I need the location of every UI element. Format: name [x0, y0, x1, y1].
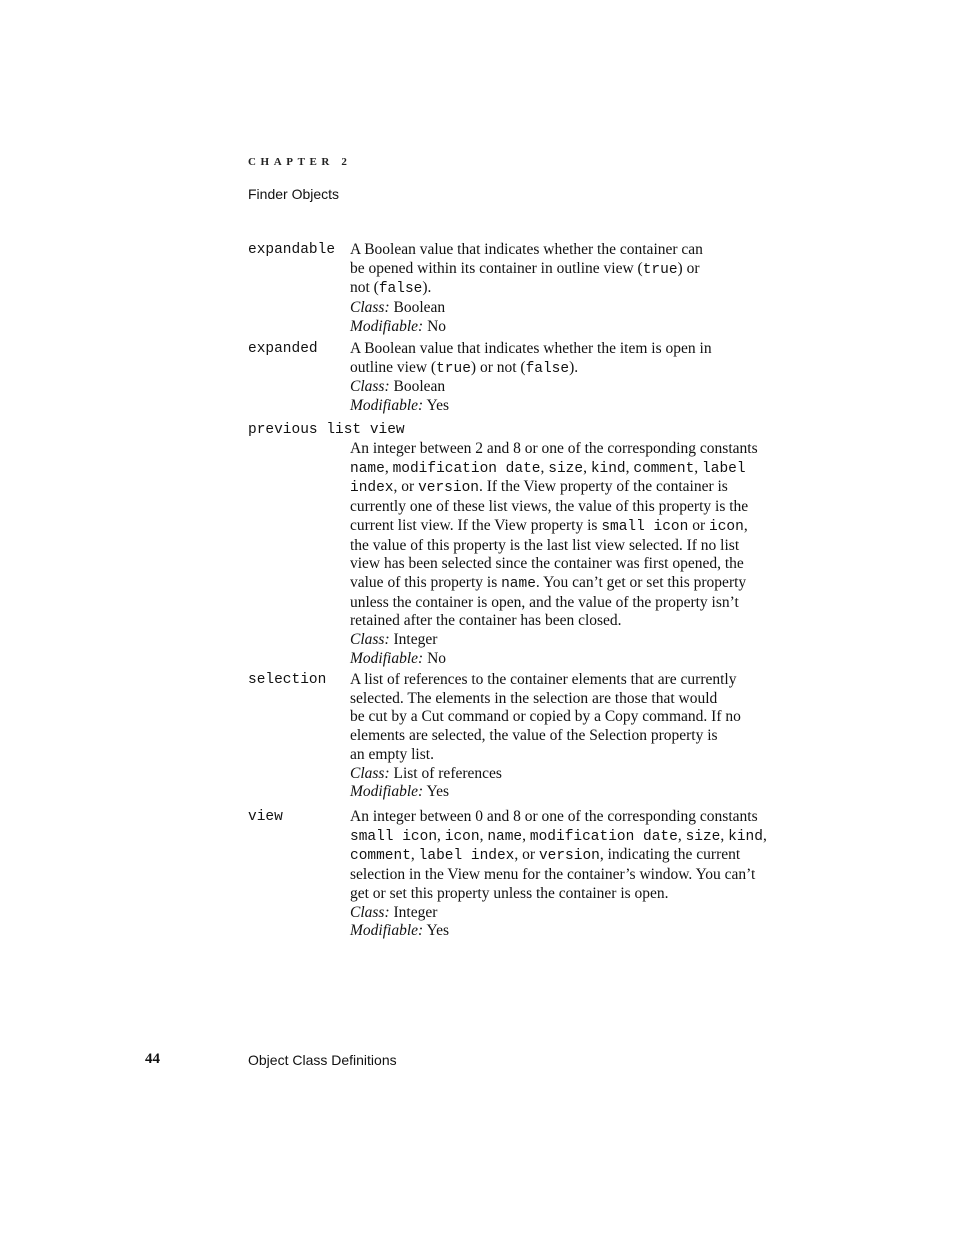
class-line-label: Class:: [350, 631, 390, 649]
description-line: index, or version. If the View property of the container is: [350, 478, 728, 497]
property-name: previous list view: [248, 422, 405, 438]
description-line: unless the container is open, and the value of the property isn’t: [350, 593, 739, 611]
property-description: [350, 340, 810, 416]
constant-code: modification date: [392, 460, 541, 477]
section-title: Finder Objects: [248, 186, 340, 202]
constant-code: true: [642, 261, 678, 278]
class-line: Class: Boolean: [350, 378, 446, 396]
class-line-label: Class:: [350, 764, 390, 782]
description-line: elements are selected, the value of the Selection property is: [350, 727, 718, 745]
description-line: An integer between 0 and 8 or one of the corresponding constants: [350, 808, 758, 825]
constant-code: false: [525, 360, 570, 377]
property-description: [350, 808, 810, 941]
modifiable-line: Modifiable: No: [350, 317, 447, 335]
description-line: outline view (true) or not (false).: [350, 358, 579, 377]
description-line: not (false).: [350, 279, 432, 298]
page-number: 44: [145, 1051, 160, 1067]
class-line: Class: Boolean: [350, 299, 446, 317]
class-line: Class: List of references: [350, 764, 502, 782]
property-description: [350, 241, 810, 337]
description-line: A Boolean value that indicates whether the item is open in: [350, 340, 712, 357]
constant-code: small icon: [350, 828, 438, 845]
constant-code: modification date: [529, 828, 678, 845]
constant-code: comment: [633, 460, 695, 477]
description-line: A Boolean value that indicates whether the container can: [350, 241, 703, 258]
constant-code: size: [685, 828, 721, 845]
description-line: the value of this property is the last list view selected. If no list: [350, 536, 740, 554]
constant-code: name: [487, 828, 523, 845]
property-description: [350, 671, 810, 802]
constant-code: label index: [418, 848, 515, 865]
property-name: expandable: [248, 242, 336, 258]
description-line: selection in the View menu for the container’s window. You can’t: [350, 866, 756, 884]
description-line: retained after the container has been closed.: [350, 612, 622, 630]
modifiable-line-label: Modifiable:: [350, 397, 424, 415]
constant-code: comment: [350, 848, 411, 865]
class-line-label: Class:: [350, 378, 390, 396]
constant-code: icon: [709, 518, 744, 535]
constant-code: name: [350, 460, 385, 477]
chapter-label: CHAPTER 2: [248, 156, 352, 168]
description-line: an empty list.: [350, 745, 434, 763]
footer-title: Object Class Definitions: [248, 1052, 397, 1068]
modifiable-line: Modifiable: Yes: [350, 397, 450, 415]
constant-code: icon: [444, 828, 480, 845]
description-line: get or set this property unless the container is open.: [350, 884, 669, 902]
description-line: view has been selected since the container was first opened, the: [350, 555, 744, 573]
description-line: current list view. If the View property is small icon or icon,: [350, 516, 748, 535]
modifiable-line: Modifiable: Yes: [350, 922, 450, 940]
description-line: An integer between 2 and 8 or one of the corresponding constants: [350, 440, 758, 457]
description-line: currently one of these list views, the value of this property is the: [350, 498, 749, 516]
class-line-label: Class:: [350, 299, 390, 317]
modifiable-line-label: Modifiable:: [350, 649, 424, 667]
constant-code: true: [436, 360, 471, 377]
description-line: comment, label index, or version, indicating the current: [350, 846, 741, 865]
modifiable-line: Modifiable: Yes: [350, 783, 450, 801]
description-line: be cut by a Cut command or copied by a Copy command. If no: [350, 708, 741, 726]
description-line: be opened within its container in outline view (true) or: [350, 259, 700, 278]
description-line: small icon, icon, name, modification date, size, kind,: [350, 826, 767, 845]
class-line-label: Class:: [350, 903, 390, 921]
constant-code: label: [702, 460, 746, 477]
property-description: [350, 440, 810, 668]
modifiable-line-label: Modifiable:: [350, 783, 424, 801]
class-line: Class: Integer: [350, 903, 438, 921]
constant-code: version: [418, 480, 479, 497]
modifiable-line-label: Modifiable:: [350, 317, 424, 335]
property-name: view: [248, 809, 283, 825]
description-line: selected. The elements in the selection are those that would: [350, 689, 718, 707]
constant-code: false: [378, 281, 423, 298]
description-line: A list of references to the container elements that are currently: [350, 671, 737, 688]
constant-code: index: [350, 480, 394, 497]
constant-code: size: [548, 460, 584, 477]
constant-code: name: [501, 575, 536, 592]
constant-code: kind: [728, 828, 763, 845]
description-line: name, modification date, size, kind, comment, label: [350, 458, 746, 477]
constant-code: kind: [590, 460, 626, 477]
constant-code: version: [538, 848, 600, 865]
class-line: Class: Integer: [350, 631, 438, 649]
constant-code: small icon: [601, 518, 689, 535]
property-name: expanded: [248, 341, 318, 357]
description-line: value of this property is name. You can’t get or set this property: [350, 573, 747, 592]
modifiable-line-label: Modifiable:: [350, 922, 424, 940]
property-name: selection: [248, 672, 327, 688]
modifiable-line: Modifiable: No: [350, 649, 447, 667]
